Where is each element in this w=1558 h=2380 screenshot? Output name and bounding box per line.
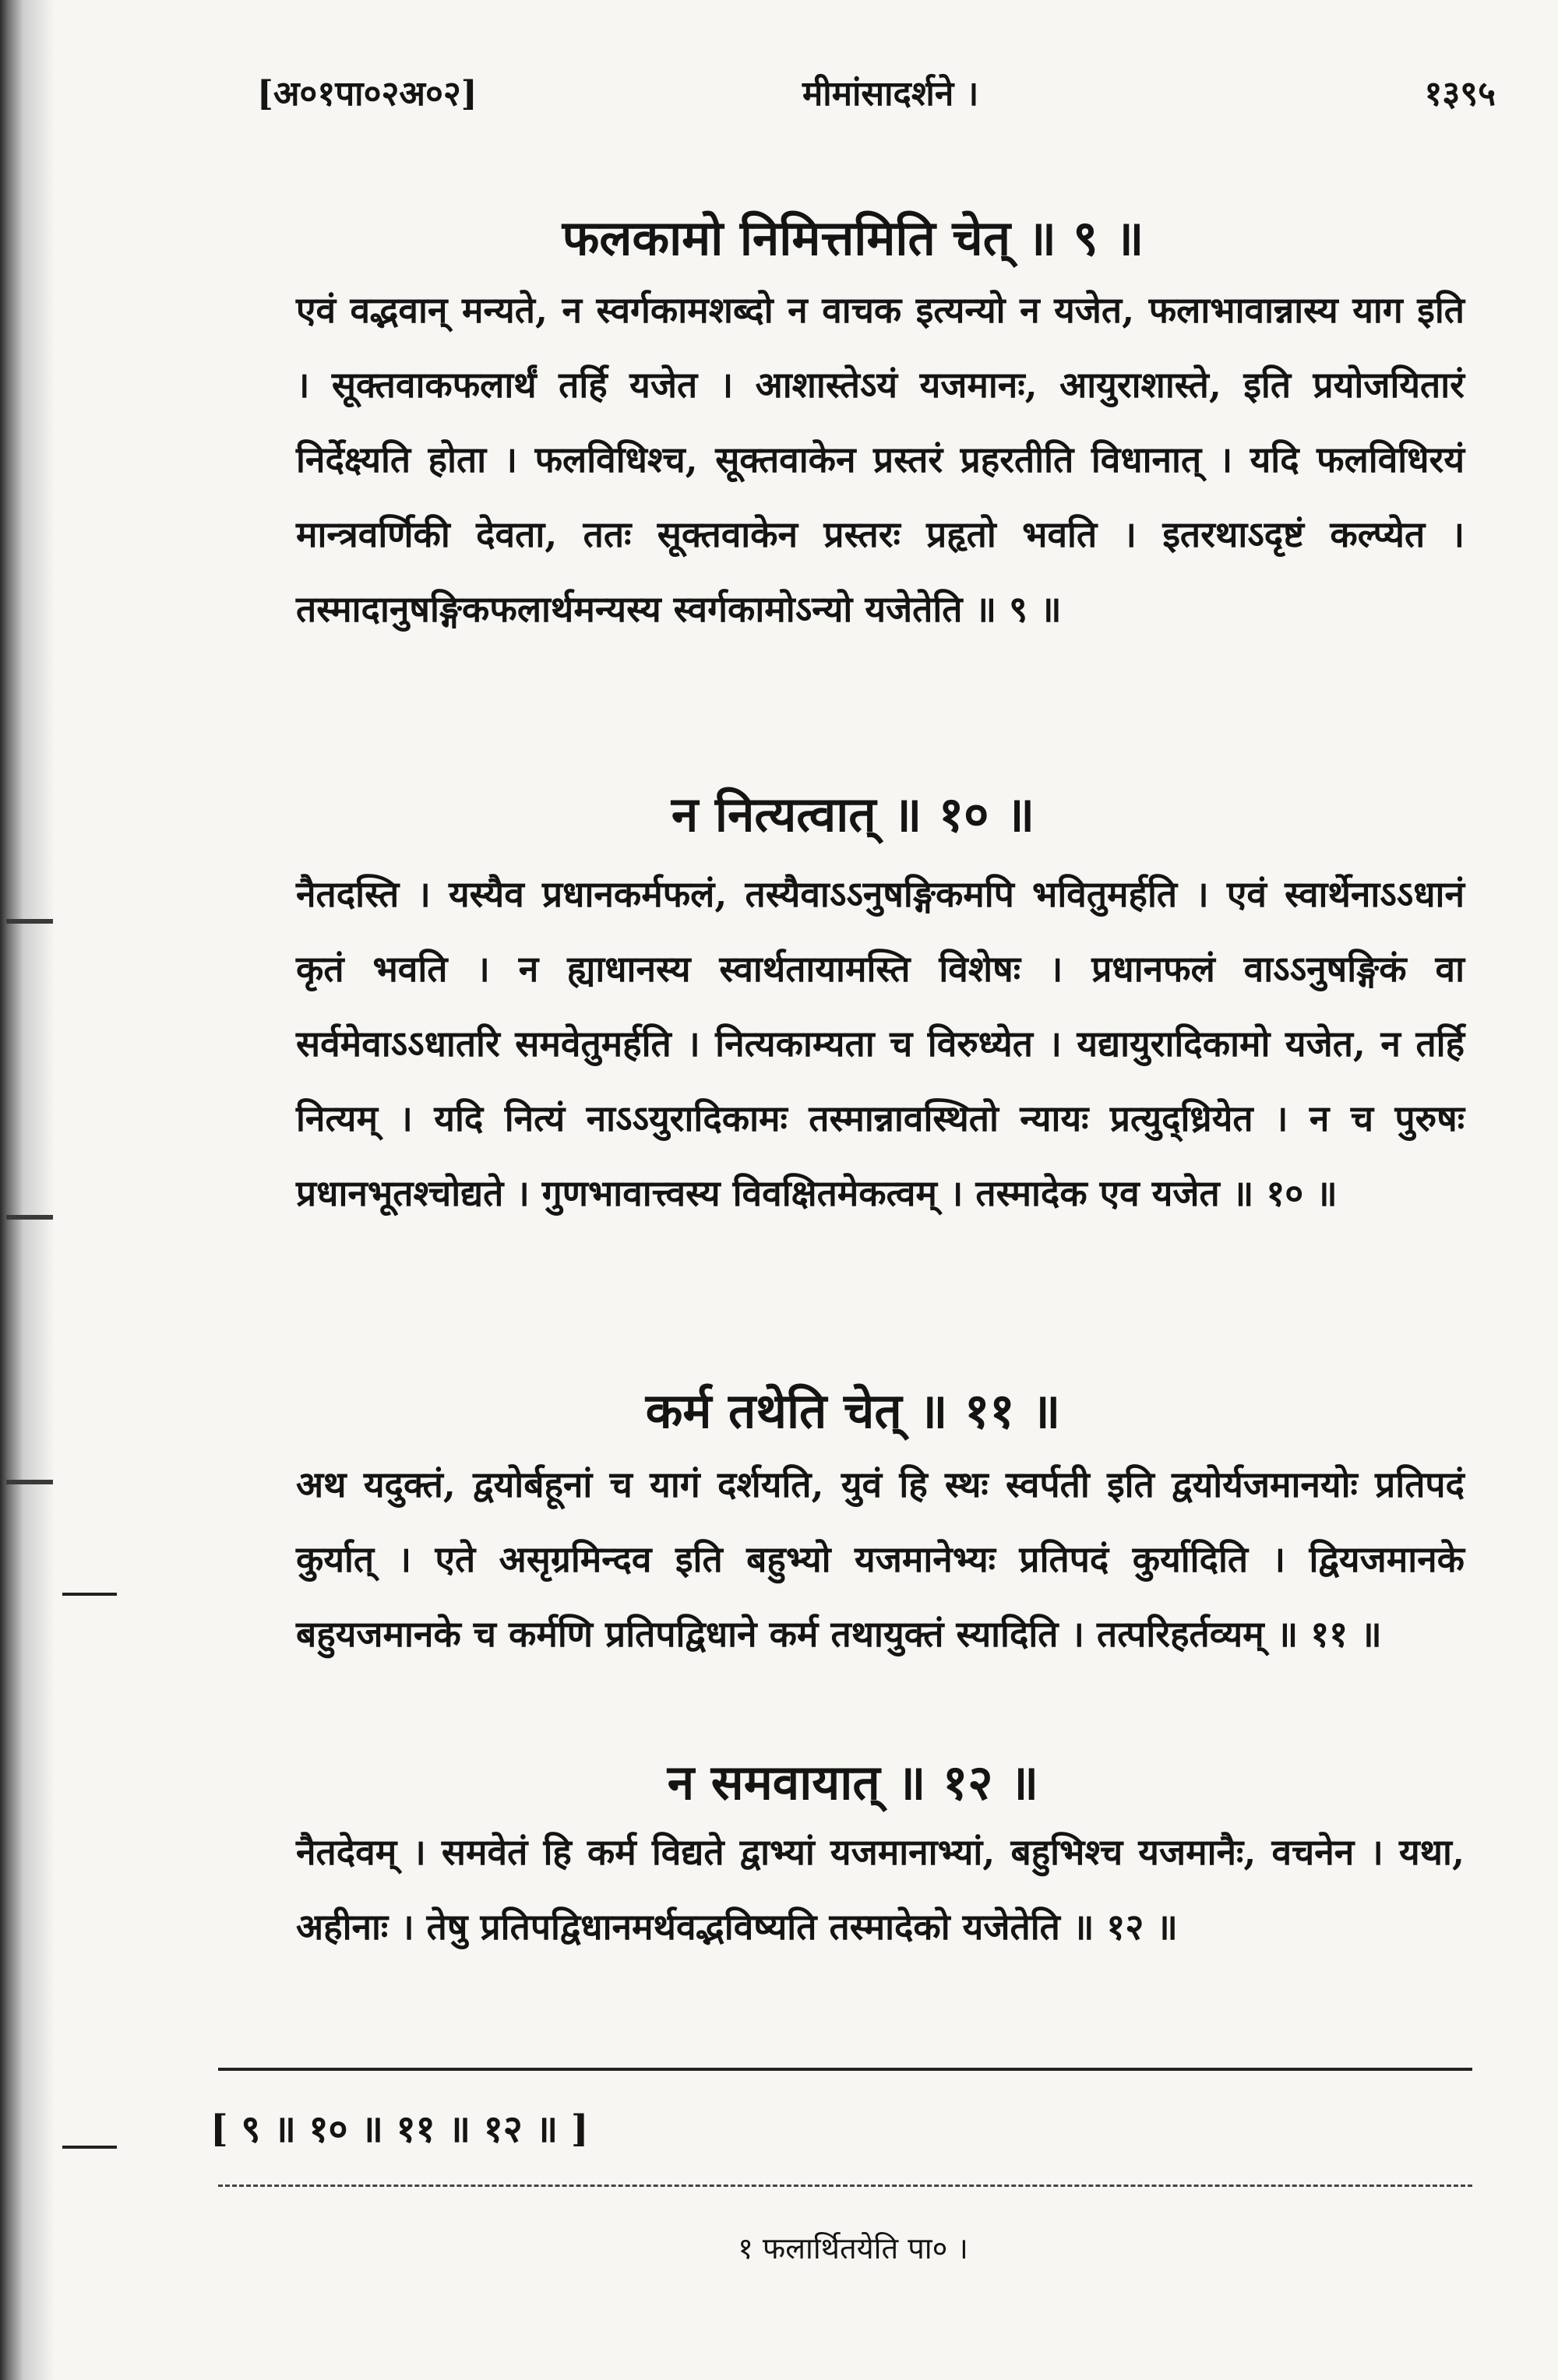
margin-arrow-mark [62, 1593, 117, 1596]
footnote: १ फलार्थितयेति पा० । [738, 2231, 968, 2266]
footnote-divider [218, 2185, 1472, 2187]
header-title: मीमांसादर्शने । [802, 74, 979, 114]
header-reference: [अ०१पा०२अ०२] [257, 74, 478, 114]
binding-mark [6, 1215, 53, 1220]
binding-mark [6, 919, 53, 924]
commentary-paragraph: अथ यदुक्तं, द्वयोर्बहूनां च यागं दर्शयति, युवं हि स्थः स्वर्पती इति द्वयोर्यजमानयोः प्रतिपदं कुर्यात् । एते असृग्रमिन्दव इति बहुभ्यो यजमानेभ्यः प्रतिपदं कुर्यादिति । द्वियजमानके बहुयजमानके च कर्मणि प्रतिपद्विधाने कर्म तथायुक्तं स्यादिति । तत्परिहर्तव्यम् ॥ ११ ॥ [296, 1463, 1465, 1655]
page-number: १३९५ [1424, 74, 1496, 114]
binding-edge [0, 0, 55, 2380]
divider-rule [218, 2068, 1472, 2071]
binding-mark [6, 1480, 53, 1484]
commentary-paragraph: नैतदस्ति । यस्यैव प्रधानकर्मफलं, तस्यैवाऽऽनुषङ्गिकमपि भवितुमर्हति । एवं स्वार्थेनाऽऽधानं कृतं भवति । न ह्याधानस्य स्वार्थतायामस्ति विशेषः । प्रधानफलं वाऽऽनुषङ्गिकं वा सर्वमेवाऽऽधातरि समवेतुमर्हति । नित्यकाम्यता च विरुध्येत । यद्यायुरादिकामो यजेत, न तर्हि नित्यम् । यदि नित्यं नाऽऽयुरादिकामः तस्मान्नावस्थितो न्यायः प्रत्युद्ध्रियेत । न च पुरुषः प्रधानभूतश्चोद्यते । गुणभावात्त्वस्य विवक्षितमेकत्वम् । तस्मादेक एव यजेत ॥ १० ॥ [296, 873, 1465, 1214]
margin-arrow-mark [62, 2146, 117, 2149]
page-header [257, 69, 1496, 139]
sutra-heading: कर्म तथेति चेत् ॥ ११ ॥ [645, 1382, 1061, 1439]
sutra-heading: फलकामो निमित्तमिति चेत् ॥ ९ ॥ [562, 209, 1144, 266]
sutra-index-line: [ ९ ॥ १० ॥ ११ ॥ १२ ॥ ] [210, 2107, 589, 2151]
commentary-paragraph: नैतदेवम् । समवेतं हि कर्म विद्यते द्वाभ्यां यजमानाभ्यां, बहुभिश्च यजमानैः, वचनेन । यथा, अहीनाः । तेषु प्रतिपद्विधानमर्थवद्भविष्यति तस्मादेको यजेतेति ॥ १२ ॥ [296, 1831, 1465, 1948]
sutra-heading: न नित्यत्वात् ॥ १० ॥ [671, 786, 1035, 843]
commentary-paragraph: एवं वद्भवान् मन्यते, न स्वर्गकामशब्दो न वाचक इत्यन्यो न यजेत, फलाभावान्नास्य याग इति । सूक्तवाकफलार्थं तर्हि यजेत । आशास्तेऽयं यजमानः, आयुराशास्ते, इति प्रयोजयितारं निर्देक्ष्यति होता । फलविधिश्च, सूक्तवाकेन प्रस्तरं प्रहरतीति विधानात् । यदि फलविधिरयं मान्त्रवर्णिकी देवता, ततः सूक्तवाकेन प्रस्तरः प्रहृतो भवति । इतरथाऽदृष्टं कल्प्येत । तस्मादानुषङ्गिकफलार्थमन्यस्य स्वर्गकामोऽन्यो यजेतेति ॥ ९ ॥ [296, 289, 1465, 630]
sutra-heading: न समवायात् ॥ १२ ॥ [667, 1754, 1039, 1811]
